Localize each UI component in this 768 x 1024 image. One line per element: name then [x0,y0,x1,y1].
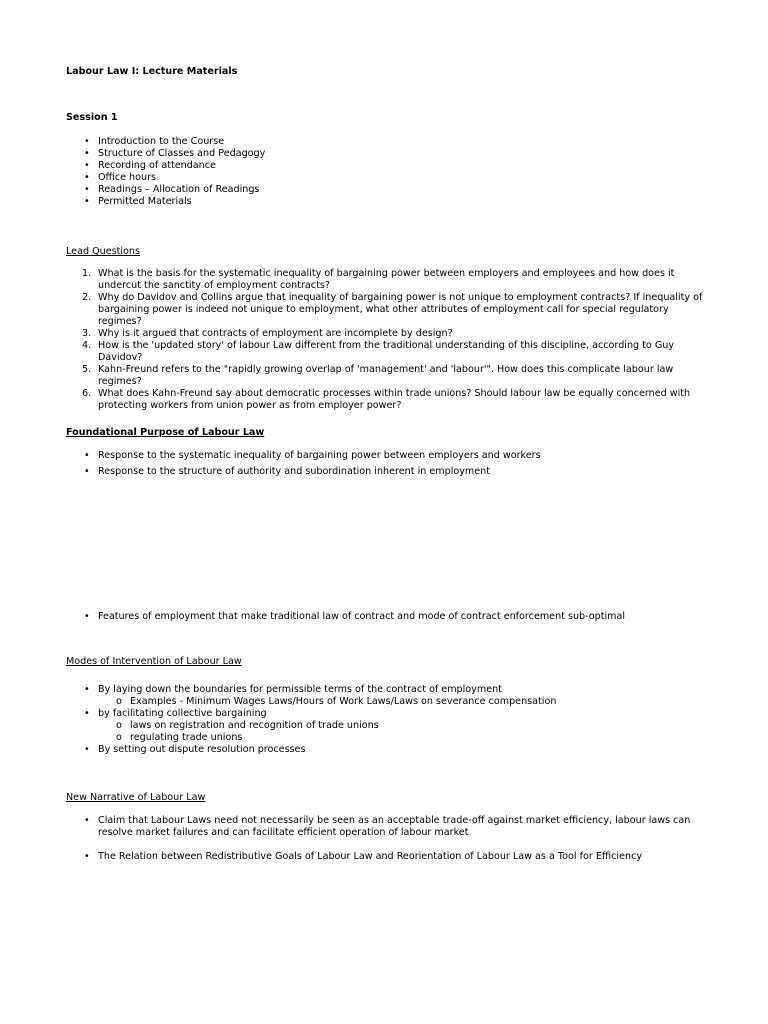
bullet-icon: • [84,196,90,207]
circle-bullet-icon: o [116,720,122,731]
question-item: 4. How is the 'updated story' of labour Law different from the traditional understanding of this discipline, according to Guy Davidov? [82,340,675,363]
list-item: • Features of employment that make traditional law of contract and mode of contract enforcement sub-optimal [84,611,626,622]
narrative-heading: New Narrative of Labour Law [66,792,206,803]
bullet-icon: • [84,851,90,862]
sub-list [116,696,724,708]
list-item: • Introduction to the Course [84,136,225,147]
bullet-icon: • [84,815,90,826]
bullet-icon: • [84,466,90,477]
question-item: 3. Why is it argued that contracts of employment are incomplete by design? [82,328,453,339]
lead-questions-list [82,268,710,412]
circle-bullet-icon: o [116,696,122,707]
list-item: • By laying down the boundaries for permissible terms of the contract of employment o Examples - Minimum Wages Laws/Hours of Work Laws/Laws on severance compensation [84,684,724,708]
foundational-list [84,450,724,478]
bullet-icon: • [84,611,90,622]
list-item: • Permitted Materials [84,196,192,207]
foundational-later-list [84,611,724,623]
question-item: 5. Kahn-Freund refers to the "rapidly growing overlap of 'management' and 'labour'". How does this complicate labour law regimes? [82,364,674,387]
question-item: 6. What does Kahn-Freund say about democratic processes within trade unions? Should labour law be equally concerned with protecting workers from union power as from employer power? [82,388,691,411]
sub-list-item: o Examples - Minimum Wages Laws/Hours of Work Laws/Laws on severance compensation [116,696,557,707]
modes-list [84,684,724,756]
bullet-icon: • [84,708,90,719]
list-item: • Recording of attendance [84,160,216,171]
sub-list-item: o laws on registration and recognition of trade unions [116,720,379,731]
list-item: • By setting out dispute resolution processes [84,744,306,755]
modes-heading: Modes of Intervention of Labour Law [66,656,242,667]
bullet-icon: • [84,160,90,171]
bullet-icon: • [84,148,90,159]
list-item: • Response to the systematic inequality of bargaining power between employers and workers [84,450,541,461]
question-item: 1. What is the basis for the systematic inequality of bargaining power between employers and employees and how does it undercut the sanctity of employment contracts? [82,268,675,291]
list-item: • Office hours [84,172,157,183]
circle-bullet-icon: o [116,732,122,743]
list-item: • Claim that Labour Laws need not necessarily be seen as an acceptable trade-off against market efficiency, labour laws can resolve market failures and can facilitate efficient operation of labour market [84,815,691,838]
bullet-icon: • [84,172,90,183]
lead-questions-heading: Lead Questions [66,246,141,257]
bullet-icon: • [84,450,90,461]
list-item: • The Relation between Redistributive Goals of Labour Law and Reorientation of Labour Law as a Tool for Efficiency [84,851,643,862]
sub-list-item: o regulating trade unions [116,732,243,743]
foundational-heading: Foundational Purpose of Labour Law [66,427,265,438]
bullet-icon: • [84,136,90,147]
list-item: • Readings – Allocation of Readings [84,184,260,195]
list-item: • Response to the structure of authority and subordination inherent in employment [84,466,490,477]
session-list [84,136,724,208]
document-title: Labour Law I: Lecture Materials [66,66,238,77]
narrative-list [84,815,724,863]
session-heading: Session 1 [66,112,118,123]
bullet-icon: • [84,184,90,195]
question-item: 2. Why do Davidov and Collins argue that inequality of bargaining power is not unique to employment contracts? If inequality of bargaining power is indeed not unique to employment, what other attributes of employment call for special regulatory regimes? [82,292,703,327]
sub-list [116,720,724,744]
bullet-icon: • [84,684,90,695]
list-item: • by facilitating collective bargaining o laws on registration and recognition of trade unions o regulating trade unions [84,708,724,744]
bullet-icon: • [84,744,90,755]
list-item: • Structure of Classes and Pedagogy [84,148,266,159]
